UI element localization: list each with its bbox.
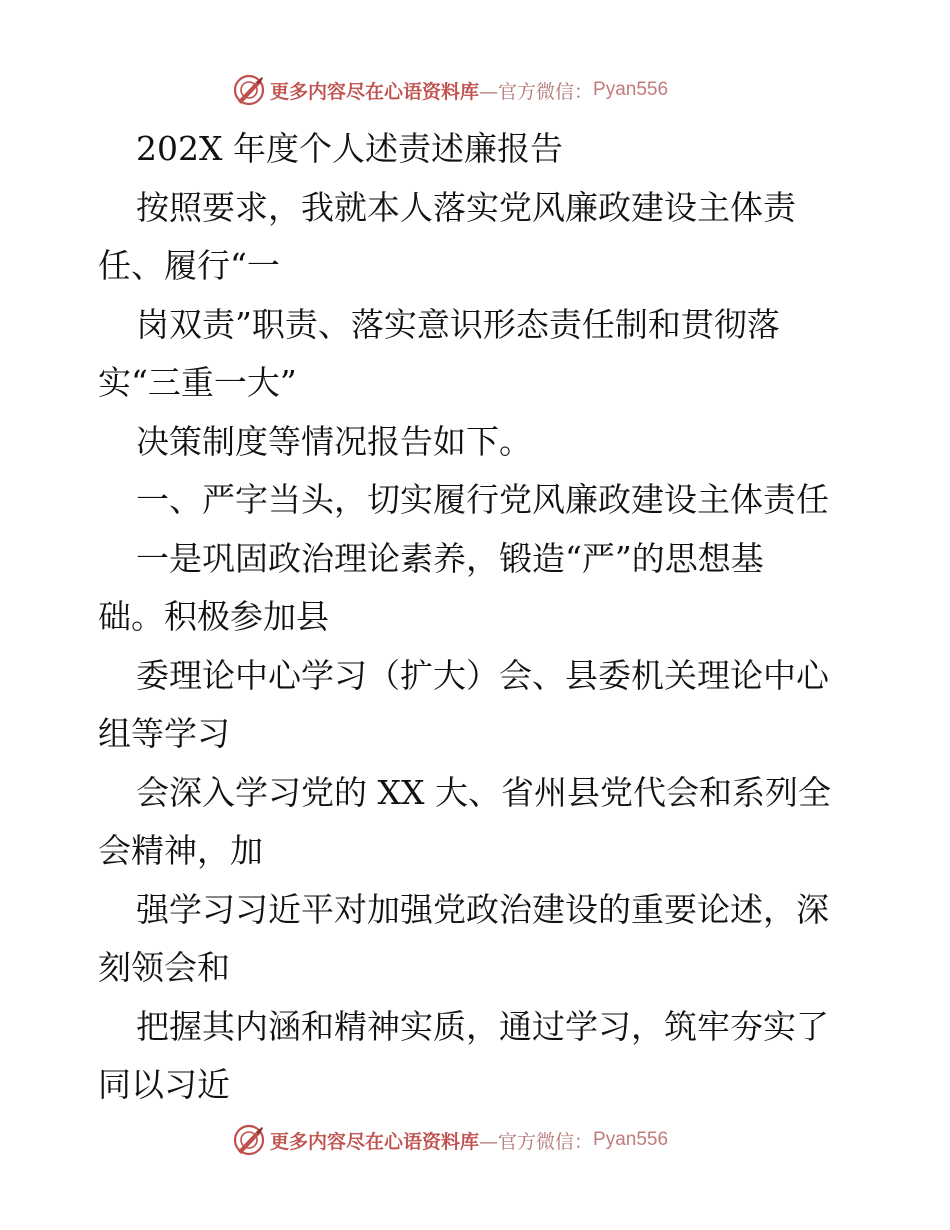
body-line: 组等学习 <box>98 714 230 753</box>
report-title: 202X 年度个人述责述廉报告 <box>136 129 563 168</box>
body-line: 委理论中心学习（扩大）会、县委机关理论中心 <box>136 655 829 695</box>
body-line: 把握其内涵和精神实质，通过学习，筑牢夯实了 <box>136 1006 829 1046</box>
body-line: 刻领会和 <box>98 948 230 987</box>
header-separator-text: —官方微信： <box>479 80 594 103</box>
header-wechat-id: Pyan556 <box>593 79 669 100</box>
body-line: 会深入学习党的 XX 大、省州县党代会和系列全 <box>136 772 831 812</box>
body-line: 强学习习近平对加强党政治建设的重要论述，深 <box>136 889 829 929</box>
body-line: 任、履行“一 <box>98 246 280 285</box>
footer-brand-text: 更多内容尽在心语资料库 <box>270 1130 480 1153</box>
body-line: 实“三重一大” <box>98 363 297 402</box>
body-line: 岗双责”职责、落实意识形态责任制和贯彻落 <box>136 304 780 344</box>
footer-watermark <box>232 1122 712 1158</box>
section-heading: 一、严字当头，切实履行党风廉政建设主体责任 <box>136 480 829 519</box>
footer-separator-text: —官方微信： <box>479 1130 594 1153</box>
body-line: 决策制度等情况报告如下。 <box>136 421 532 461</box>
brand-logo-icon <box>232 73 266 107</box>
body-line: 按照要求，我就本人落实党风廉政建设主体责 <box>136 187 796 227</box>
body-line: 会精神，加 <box>98 831 263 870</box>
body-line: 同以习近 <box>98 1065 230 1104</box>
header-watermark <box>232 72 712 108</box>
body-line: 础。积极参加县 <box>98 597 329 636</box>
document-body <box>98 120 858 1115</box>
brand-logo-icon <box>232 1123 266 1157</box>
body-line: 一是巩固政治理论素养，锻造“严”的思想基 <box>136 538 764 578</box>
header-brand-text: 更多内容尽在心语资料库 <box>270 80 480 103</box>
footer-wechat-id: Pyan556 <box>593 1129 669 1150</box>
